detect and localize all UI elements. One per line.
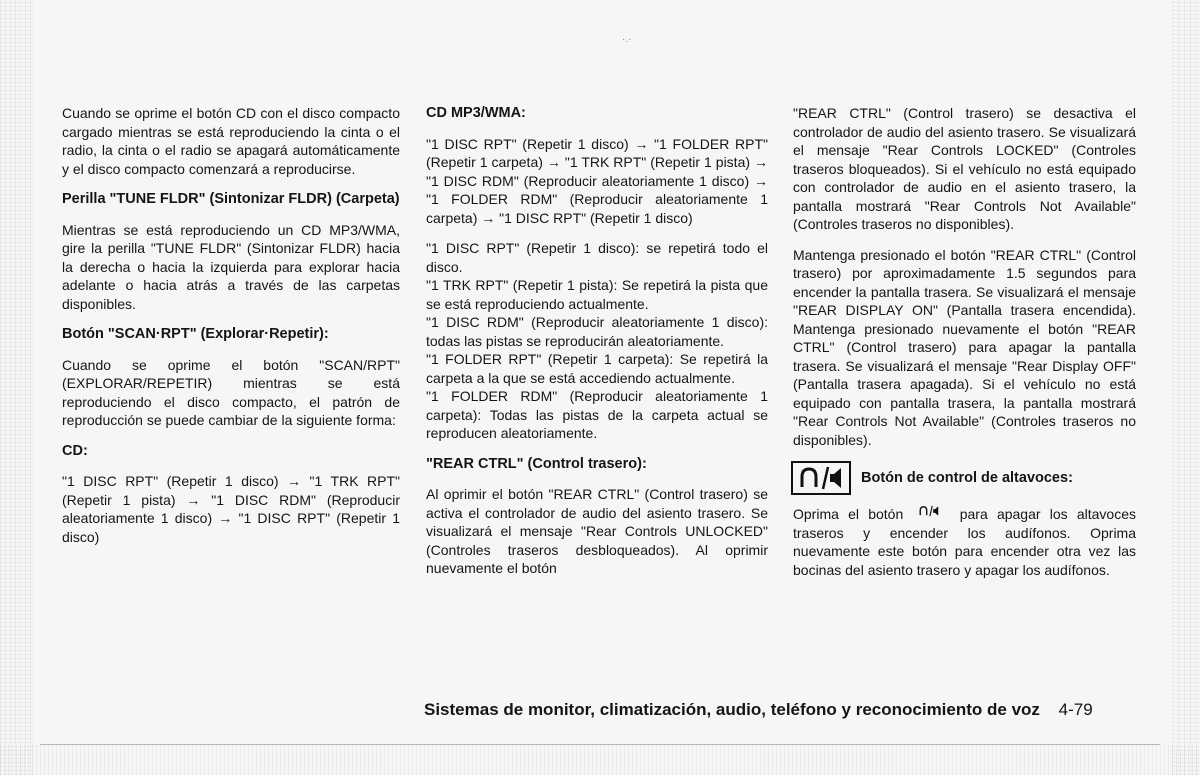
section-heading: Perilla "TUNE FLDR" (Sintonizar FLDR) (Carpeta) <box>62 191 400 207</box>
column-right <box>793 104 1136 591</box>
scan-mark: ·.· <box>622 34 632 45</box>
list-item: "1 FOLDER RDM" (Reproducir aleatoriamente 1 carpeta): Todas las pistas de la carpeta actual se reproducen aleatoriamente. <box>426 388 768 441</box>
page-footer <box>424 700 1140 720</box>
paragraph: "1 DISC RPT" (Repetir 1 disco) → "1 FOLDER RPT" (Repetir 1 carpeta) → "1 TRK RPT" (Repetir 1 pista) → "1 DISC RDM" (Reproducir aleatoriamente 1 disco) → "1 FOLDER RDM" (Reproducir aleatoriamente 1 carpeta) → "1 DISC RPT" (Repetir 1 disco) <box>426 135 768 226</box>
paragraph-part: para apagar los altavoces traseros y encender los audífonos. Oprima nuevamente este botón para encender otra vez las bocinas del asiento trasero y apagar los audífonos. <box>793 506 1137 578</box>
list-item: "1 DISC RPT" (Repetir 1 disco): se repetirá todo el disco. <box>426 240 768 275</box>
footer-section-title: Sistemas de monitor, climatización, audio, teléfono y reconocimiento de voz <box>424 700 1040 719</box>
section-heading: Botón de control de altavoces: <box>861 469 1073 486</box>
headphone-speaker-icon <box>791 461 851 495</box>
speaker-control-heading-row <box>791 461 1136 495</box>
column-middle <box>426 104 768 590</box>
paragraph: "1 DISC RPT" (Repetir 1 disco) → "1 TRK RPT" (Repetir 1 pista) → "1 DISC RDM" (Reproducir aleatoriamente 1 disco) → "1 DISC RPT" (Repetir 1 disco) <box>62 473 400 545</box>
paragraph: Mientras se está reproduciendo un CD MP3/WMA, gire la perilla "TUNE FLDR" (Sintonizar FLDR) hacia la derecha o hacia la izquierda para explorar hacia adelante o hacia atrás a través de las carpetas disponibles. <box>62 221 400 312</box>
list-item: "1 DISC RDM" (Reproducir aleatoriamente 1 disco): todas las pistas se reproducirán aleatoriamente. <box>426 314 768 349</box>
paragraph <box>793 505 1136 579</box>
scan-edge-left <box>0 0 34 775</box>
paragraph: Al oprimir el botón "REAR CTRL" (Control trasero) se activa el controlador de audio del asiento trasero. Se visualizará el mensaje "Rear Controls UNLOCKED" (Controles traseros desbloqueados). Al oprimir nuevamente el botón <box>426 486 768 576</box>
page-number: 4-79 <box>1058 700 1093 719</box>
list-item: "1 TRK RPT" (Repetir 1 pista): Se repetirá la pista que se está reproduciendo actualmente. <box>426 277 768 312</box>
column-left <box>62 104 400 558</box>
paragraph: Cuando se oprime el botón "SCAN/RPT" (EXPLORAR/REPETIR) mientras se está reproduciendo el disco compacto, el patrón de reproducción se puede cambiar de la siguiente forma: <box>62 356 400 428</box>
headphone-speaker-icon <box>916 505 942 517</box>
section-heading: "REAR CTRL" (Control trasero): <box>426 455 647 472</box>
section-heading: CD: <box>62 442 88 459</box>
paragraph: "REAR CTRL" (Control trasero) se desactiva el controlador de audio del asiento trasero. Se visualizará el mensaje "Rear Controls LOCKED" (Controles traseros bloqueados). Si el vehículo no está equipado con controlador de audio en el asiento trasero, la pantalla mostrará "Rear Controls Not Available" (Controles traseros no disponibles). <box>793 105 1136 232</box>
scan-edge-right <box>1172 0 1200 775</box>
paragraph: Cuando se oprime el botón CD con el disco compacto cargado mientras se está reproduciendo la cinta o el radio, la cinta o el radio se apagará automáticamente y el disco compacto comenzará a reproducirse. <box>62 105 400 177</box>
bottom-rule <box>40 744 1160 745</box>
section-heading: Botón "SCAN·RPT" (Explorar·Repetir): <box>62 326 329 342</box>
paragraph-part: Oprima el botón <box>793 506 904 522</box>
scan-edge-bottom <box>0 745 1200 775</box>
section-heading: CD MP3/WMA: <box>426 105 526 121</box>
paragraph: Mantenga presionado el botón "REAR CTRL" (Control trasero) por aproximadamente 1.5 segundos para encender la pantalla trasera. Se visualizará el mensaje "REAR DISPLAY ON" (Pantalla trasera encendida). Mantenga presionado nuevamente el botón "REAR CTRL" (Control trasero) para apagar la pantalla trasera. Se visualizará el mensaje "Rear Display OFF" (Pantalla trasera apagada). Si el vehículo no está equipado con pantalla trasera, la pantalla mostrará "Rear Controls Not Available" (Controles traseros no disponibles). <box>793 246 1136 448</box>
list-item: "1 FOLDER RPT" (Repetir 1 carpeta): Se repetirá la carpeta a la que se está accediendo actualmente. <box>426 351 768 386</box>
